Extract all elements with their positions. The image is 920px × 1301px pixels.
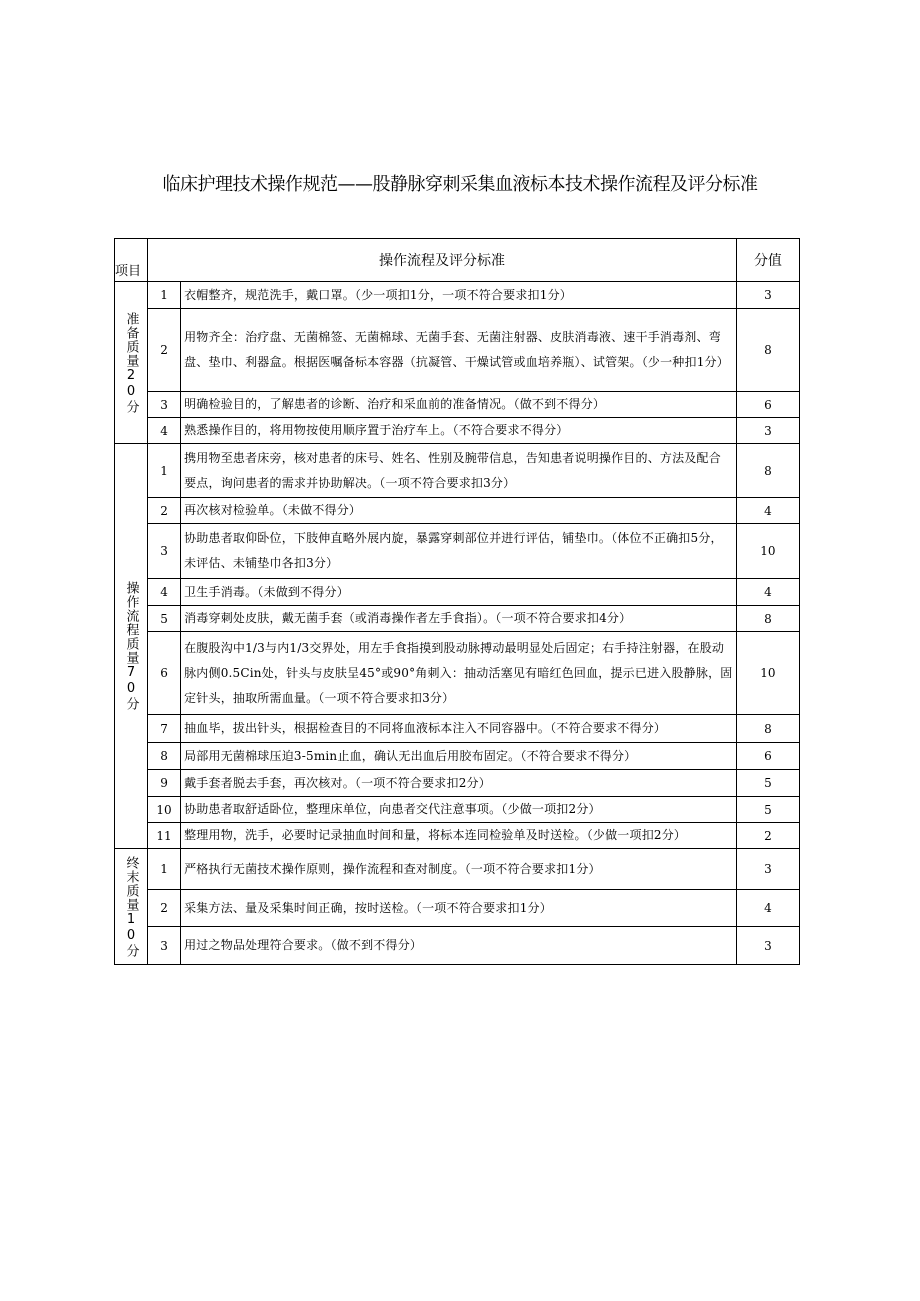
row-number: 4 — [148, 579, 181, 606]
row-content: 抽血毕，拔出针头，根据检查目的不同将血液标本注入不同容器中。（不符合要求不得分） — [181, 715, 737, 743]
row-score: 3 — [736, 849, 799, 890]
table-row — [115, 927, 800, 965]
row-content: 协助患者取舒适卧位，整理床单位，向患者交代注意事项。（少做一项扣2分） — [181, 797, 737, 823]
row-number: 4 — [148, 418, 181, 444]
table-row — [115, 770, 800, 797]
table-row — [115, 392, 800, 418]
row-content: 采集方法、量及采集时间正确，按时送检。（一项不符合要求扣1分） — [181, 890, 737, 927]
row-number: 2 — [148, 309, 181, 392]
row-number: 9 — [148, 770, 181, 797]
table-row — [115, 797, 800, 823]
table-row — [115, 579, 800, 606]
row-score: 4 — [736, 890, 799, 927]
row-number: 1 — [148, 282, 181, 309]
table-row — [115, 498, 800, 524]
row-content: 用过之物品处理符合要求。（做不到不得分） — [181, 927, 737, 965]
row-score: 3 — [736, 927, 799, 965]
row-score: 2 — [736, 823, 799, 849]
row-score: 8 — [736, 606, 799, 632]
row-content: 协助患者取仰卧位，下肢伸直略外展内旋，暴露穿刺部位并进行评估，铺垫巾。（体位不正确扣5分，未评估、未铺垫巾各扣3分） — [181, 524, 737, 579]
section-label-procedure: 操作流程质量70分 — [115, 444, 148, 849]
row-score: 4 — [736, 579, 799, 606]
row-content: 携用物至患者床旁，核对患者的床号、姓名、性别及腕带信息，告知患者说明操作目的、方法及配合要点，询问患者的需求并协助解决。（一项不符合要求扣3分） — [181, 444, 737, 498]
row-score: 4 — [736, 498, 799, 524]
header-item: 项目 — [115, 239, 148, 282]
table-row — [115, 444, 800, 498]
header-score: 分值 — [736, 239, 799, 282]
row-number: 6 — [148, 632, 181, 715]
table-row — [115, 632, 800, 715]
table-row — [115, 823, 800, 849]
row-score: 8 — [736, 444, 799, 498]
row-number: 3 — [148, 392, 181, 418]
row-content: 熟悉操作目的，将用物按使用顺序置于治疗车上。（不符合要求不得分） — [181, 418, 737, 444]
row-number: 1 — [148, 444, 181, 498]
row-content: 用物齐全：治疗盘、无菌棉签、无菌棉球、无菌手套、无菌注射器、皮肤消毒液、速干手消毒剂、弯盘、垫巾、利器盒。根据医嘱备标本容器（抗凝管、干燥试管或血培养瓶）、试管架。（少一种扣1分） — [181, 309, 737, 392]
row-score: 6 — [736, 743, 799, 770]
section-label-preparation: 准备质量20分 — [115, 282, 148, 444]
row-content: 再次核对检验单。（未做不得分） — [181, 498, 737, 524]
row-number: 2 — [148, 498, 181, 524]
row-score: 8 — [736, 715, 799, 743]
row-score: 10 — [736, 524, 799, 579]
row-content: 严格执行无菌技术操作原则，操作流程和查对制度。（一项不符合要求扣1分） — [181, 849, 737, 890]
table-row — [115, 890, 800, 927]
table-row — [115, 715, 800, 743]
header-content: 操作流程及评分标准 — [148, 239, 737, 282]
row-number: 2 — [148, 890, 181, 927]
row-content: 衣帽整齐，规范洗手，戴口罩。（少一项扣1分，一项不符合要求扣1分） — [181, 282, 737, 309]
table-row — [115, 524, 800, 579]
row-number: 7 — [148, 715, 181, 743]
row-score: 8 — [736, 309, 799, 392]
row-content: 局部用无菌棉球压迫3-5min止血，确认无出血后用胶布固定。（不符合要求不得分） — [181, 743, 737, 770]
row-number: 3 — [148, 927, 181, 965]
table-row — [115, 309, 800, 392]
page-title: 临床护理技术操作规范——股静脉穿刺采集血液标本技术操作流程及评分标准 — [162, 174, 758, 195]
row-score: 5 — [736, 797, 799, 823]
table-row — [115, 849, 800, 890]
table-row — [115, 606, 800, 632]
section-label-final: 终末质量10分 — [115, 849, 148, 965]
row-number: 5 — [148, 606, 181, 632]
row-score: 3 — [736, 418, 799, 444]
row-score: 10 — [736, 632, 799, 715]
row-content: 整理用物，洗手，必要时记录抽血时间和量，将标本连同检验单及时送检。（少做一项扣2分） — [181, 823, 737, 849]
row-content: 消毒穿刺处皮肤，戴无菌手套（或消毒操作者左手食指）。（一项不符合要求扣4分） — [181, 606, 737, 632]
row-score: 5 — [736, 770, 799, 797]
row-content: 明确检验目的，了解患者的诊断、治疗和采血前的准备情况。（做不到不得分） — [181, 392, 737, 418]
row-content: 戴手套者脱去手套，再次核对。（一项不符合要求扣2分） — [181, 770, 737, 797]
table-row — [115, 743, 800, 770]
row-number: 3 — [148, 524, 181, 579]
row-number: 1 — [148, 849, 181, 890]
row-score: 6 — [736, 392, 799, 418]
row-score: 3 — [736, 282, 799, 309]
row-number: 10 — [148, 797, 181, 823]
table-row — [115, 418, 800, 444]
row-content: 卫生手消毒。（未做到不得分） — [181, 579, 737, 606]
row-number: 8 — [148, 743, 181, 770]
row-number: 11 — [148, 823, 181, 849]
table-row — [115, 282, 800, 309]
scoring-table — [114, 238, 800, 965]
row-content: 在腹股沟中1/3与内1/3交界处，用左手食指摸到股动脉搏动最明显处后固定；右手持注射器，在股动脉内侧0.5Cin处，针头与皮肤呈45°或90°角刺入：抽动活塞见有暗红色回血，提示已进入股静脉，固定针头，抽取所需血量。（一项不符合要求扣3分） — [181, 632, 737, 715]
